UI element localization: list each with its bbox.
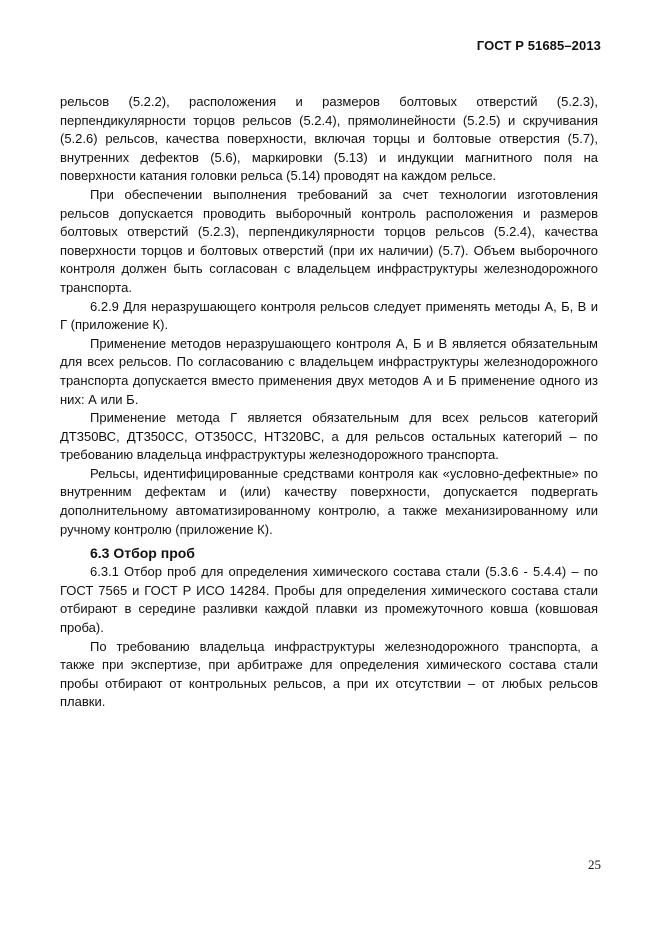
paragraph-continued: рельсов (5.2.2), расположения и размеров болтовых отверстий (5.2.3), перпендикулярности торцов рельсов (5.2.4), прямолинейности (5.2.5) и скручивания (5.2.6) рельсов, качества поверхности, включая торцы и болтовые отверстия (5.7), внутренних дефектов (5.6), маркировки (5.13) и индукции магнитного поля на поверхности катания головки рельса (5.14) проводят на каждом рельсе. bbox=[60, 94, 598, 184]
document-header: ГОСТ Р 51685–2013 bbox=[476, 38, 601, 53]
paragraph: Применение метода Г является обязательным для всех рельсов категорий ДТ350ВС, ДТ350СС, ОТ350СС, НТ320ВС, а для рельсов остальных категорий – по требованию владельца инфраструктуры железнодорожного транспорта. bbox=[60, 410, 598, 463]
section-heading: 6.3 Отбор проб bbox=[90, 545, 195, 562]
paragraph: По требованию владельца инфраструктуры железнодорожного транспорта, а также при экспертизе, при арбитраже для определения химического состава стали пробы отбирают от контрольных рельсов, а при их отсутствии – от любых рельсов плавки. bbox=[60, 638, 598, 710]
paragraph: При обеспечении выполнения требований за счет технологии изготовления рельсов допускается проводить выборочный контроль расположения и размеров болтовых отверстий (5.2.3), перпендикулярности торцов рельсов (5.2.4), качества поверхности торцов и болтовых отверстий (при их наличии) (5.7). Объем выборочного контроля должен быть согласован с владельцем инфраструктуры железнодорожного транспорта. bbox=[60, 186, 598, 295]
paragraph-clause-6-2-9: 6.2.9 Для неразрушающего контроля рельсов следует применять методы А, Б, В и Г (приложение К). bbox=[60, 298, 598, 333]
page-number: 25 bbox=[588, 857, 601, 872]
paragraph: Рельсы, идентифицированные средствами контроля как «условно-дефектные» по внутренним дефектам и (или) качеству поверхности, допускается подвергать дополнительному автоматизированному контролю, а также механизированному или ручному контролю (приложение К). bbox=[60, 465, 598, 537]
page-body bbox=[60, 93, 598, 712]
paragraph: Применение методов неразрушающего контроля А, Б и В является обязательным для всех рельсов. По согласованию с владельцем инфраструктуры железнодорожного транспорта допускается вместо применения двух методов А и Б применение одного из них: А или Б. bbox=[60, 335, 598, 407]
paragraph-clause-6-3-1: 6.3.1 Отбор проб для определения химического состава стали (5.3.6 - 5.4.4) – по ГОСТ 7565 и ГОСТ Р ИСО 14284. Пробы для определения химического состава стали отбирают в середине разливки каждой плавки из промежуточного ковша (ковшовая проба). bbox=[60, 564, 598, 636]
